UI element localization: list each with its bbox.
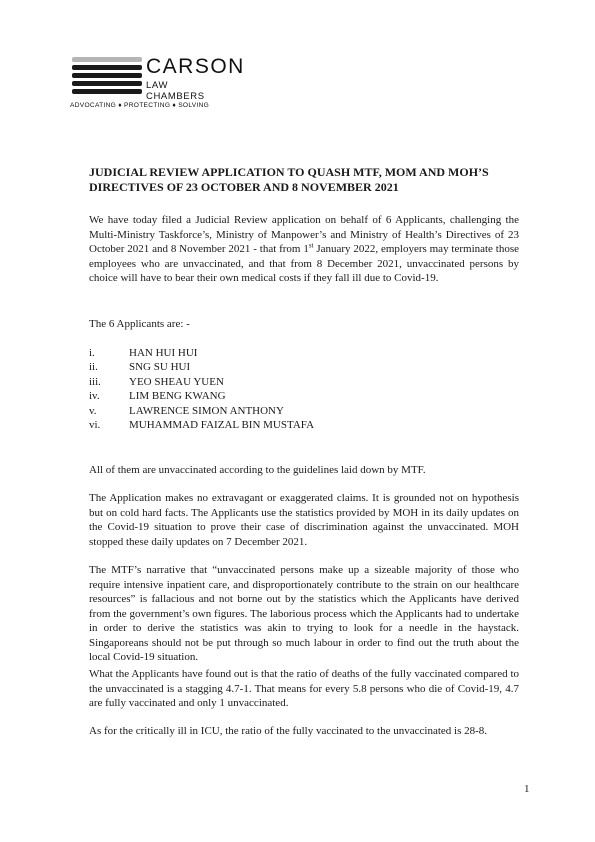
list-item-number: iii. xyxy=(89,375,101,388)
intro-superscript: st xyxy=(308,241,314,250)
list-item-name: SNG SU HUI xyxy=(129,361,191,374)
application-paragraph: The Application makes no extravagant or exaggerated claims. It is grounded not on hypothesis but on cold hard facts. The Applicants use the statistics provided by MOH in its daily updates on the Covid-19 situation to prove their case of discrimination against the unvaccinated. MOH stopped these daily updates on 7 December 2021. xyxy=(89,492,519,548)
list-item-number: iv. xyxy=(89,390,100,403)
icu-ratio-paragraph: As for the critically ill in ICU, the ratio of the fully vaccinated to the unvaccinated is 28-8. xyxy=(89,725,488,737)
list-item xyxy=(89,360,519,374)
list-item-name: LAWRENCE SIMON ANTHONY xyxy=(129,404,284,417)
list-item xyxy=(89,418,519,432)
list-item-name: LIM BENG KWANG xyxy=(129,390,226,403)
unvaccinated-paragraph: All of them are unvaccinated according to the guidelines laid down by MTF. xyxy=(89,464,426,476)
list-item xyxy=(89,346,519,360)
list-item-number: i. xyxy=(89,347,95,359)
intro-paragraph xyxy=(89,213,519,286)
list-item-name: HAN HUI HUI xyxy=(129,347,198,359)
list-item-number: v. xyxy=(89,404,97,417)
applicants-list xyxy=(89,346,519,432)
list-item xyxy=(89,375,519,389)
letterhead-tagline: ADVOCATING ♦ PROTECTING ♦ SOLVING xyxy=(70,102,210,109)
page-number: 1 xyxy=(524,783,530,795)
list-item-number: ii. xyxy=(89,361,98,374)
list-item-number: vi. xyxy=(89,418,101,431)
document-title: JUDICIAL REVIEW APPLICATION TO QUASH MTF, MOM AND MOH’S DIRECTIVES OF 23 OCTOBER AND 8 NOVEMBER 2021 xyxy=(89,165,489,194)
list-item-name: MUHAMMAD FAIZAL BIN MUSTAFA xyxy=(129,418,315,431)
intro-text-a: We have today filed a Judicial Review application on behalf of 6 Applicants, challenging the Multi-Ministry Taskforce’s, Ministry of Manpower’s and Ministry of Health’s Directives of 23 October 2021 and 8 November 2021 - that from 1 xyxy=(89,214,519,255)
intro-text-b: January 2022, employers may terminate those employees who are unvaccinated, and that from 8 December 2021, unvaccinated persons by choice will have to bear their own medical costs if they fall ill due to Covid-19. xyxy=(89,243,519,284)
applicants-intro: The 6 Applicants are: - xyxy=(89,318,190,330)
brand-sub-chambers: CHAMBERS xyxy=(146,91,205,102)
list-item xyxy=(89,389,519,403)
brand-name: CARSON xyxy=(146,55,245,78)
list-item xyxy=(89,404,519,418)
brand-sub-law: LAW xyxy=(146,80,169,91)
carson-logo-icon xyxy=(72,55,142,103)
list-item-name: YEO SHEAU YUEN xyxy=(129,375,224,388)
narrative-paragraph: The MTF’s narrative that “unvaccinated persons make up a sizeable majority of those who require intensive inpatient care, and disproportionately contribute to the strain on our healthcare resources” is fallacious and not borne out by the statistics which the Applicants have derived from the government’s own figures. The laborious process which the Applicants had to undertake in order to derive the statistics was akin to trying to look for a needle in the haystack. Singaporeans should not be put through so much labour in order to find out the truth about the local Covid-19 situation. xyxy=(89,564,519,663)
deaths-ratio-paragraph: What the Applicants have found out is that the ratio of deaths of the fully vaccinated compared to the unvaccinated is a stagging 4.7-1. That means for every 5.8 persons who die of Covid-19, 4.7 are fully vaccinated and only 1 unvaccinated. xyxy=(89,668,519,709)
